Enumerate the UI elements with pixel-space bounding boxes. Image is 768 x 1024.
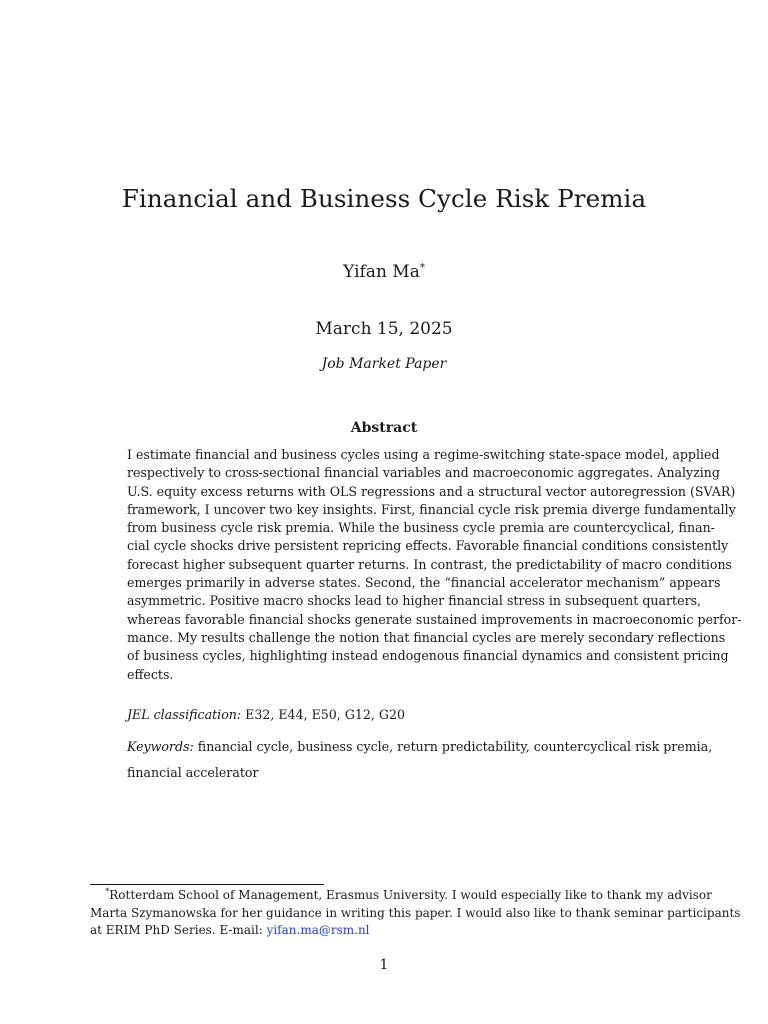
abstract-line: cial cycle shocks drive persistent repricing effects. Favorable financial conditions consistently bbox=[127, 538, 729, 554]
paper-title: Financial and Business Cycle Risk Premia bbox=[121, 184, 647, 213]
paper-date: March 15, 2025 bbox=[315, 319, 453, 339]
author-line bbox=[0, 262, 768, 282]
keywords-label: Keywords: bbox=[127, 739, 194, 754]
abstract-line: mance. My results challenge the notion that financial cycles are merely secondary reflections bbox=[127, 629, 726, 645]
jel-classification bbox=[127, 707, 641, 722]
footnote bbox=[90, 887, 741, 940]
abstract-line: emerges primarily in adverse states. Second, the “financial accelerator mechanism” appears bbox=[127, 575, 721, 591]
jel-label: JEL classification: bbox=[127, 707, 242, 722]
abstract-line: asymmetric. Positive macro shocks lead to higher financial stress in subsequent quarters, bbox=[127, 593, 702, 609]
footnote-mark: * bbox=[105, 887, 110, 896]
author-name: Yifan Ma bbox=[343, 262, 420, 282]
keywords-text: financial cycle, business cycle, return predictability, countercyclical risk premia, bbox=[193, 739, 713, 754]
footnote-rule bbox=[90, 884, 324, 885]
footnote-text: at ERIM PhD Series. E-mail: bbox=[90, 923, 267, 937]
abstract-line: I estimate financial and business cycles using a regime-switching state-space model, applied bbox=[127, 447, 720, 462]
abstract-line: from business cycle risk premia. While the business cycle premia are countercyclical, finan- bbox=[127, 520, 715, 536]
abstract-line: effects. bbox=[127, 666, 174, 682]
abstract-line: of business cycles, highlighting instead endogenous financial dynamics and consistent pricing bbox=[127, 648, 729, 664]
keywords bbox=[127, 734, 713, 786]
abstract-line: U.S. equity excess returns with OLS regressions and a structural vector autoregression (SVAR) bbox=[127, 483, 736, 499]
abstract-line: forecast higher subsequent quarter returns. In contrast, the predictability of macro conditions bbox=[127, 556, 733, 572]
abstract-line: framework, I uncover two key insights. First, financial cycle risk premia diverge fundamentally bbox=[127, 501, 736, 517]
keywords-line bbox=[127, 734, 713, 760]
footnote-text: Rotterdam School of Management, Erasmus University. I would especially like to thank my advisor bbox=[109, 888, 712, 902]
page-number: 1 bbox=[379, 957, 389, 973]
abstract-body bbox=[127, 446, 742, 684]
footnote-line bbox=[90, 887, 712, 905]
email-link[interactable]: yifan.ma@rsm.nl bbox=[266, 923, 370, 937]
keywords-line: financial accelerator bbox=[127, 765, 259, 780]
paper-subtitle: Job Market Paper bbox=[321, 356, 447, 372]
author-footnote-mark[interactable]: * bbox=[419, 262, 425, 274]
abstract-line: respectively to cross-sectional financial variables and macroeconomic aggregates. Analyzing bbox=[127, 465, 720, 481]
abstract-heading: Abstract bbox=[350, 420, 418, 436]
jel-codes: E32, E44, E50, G12, G20 bbox=[241, 707, 405, 722]
abstract-line: whereas favorable financial shocks generate sustained improvements in macroeconomic perfor- bbox=[127, 611, 742, 627]
footnote-line bbox=[90, 922, 678, 940]
footnote-line: Marta Szymanowska for her guidance in writing this paper. I would also like to thank seminar participants bbox=[90, 905, 741, 920]
